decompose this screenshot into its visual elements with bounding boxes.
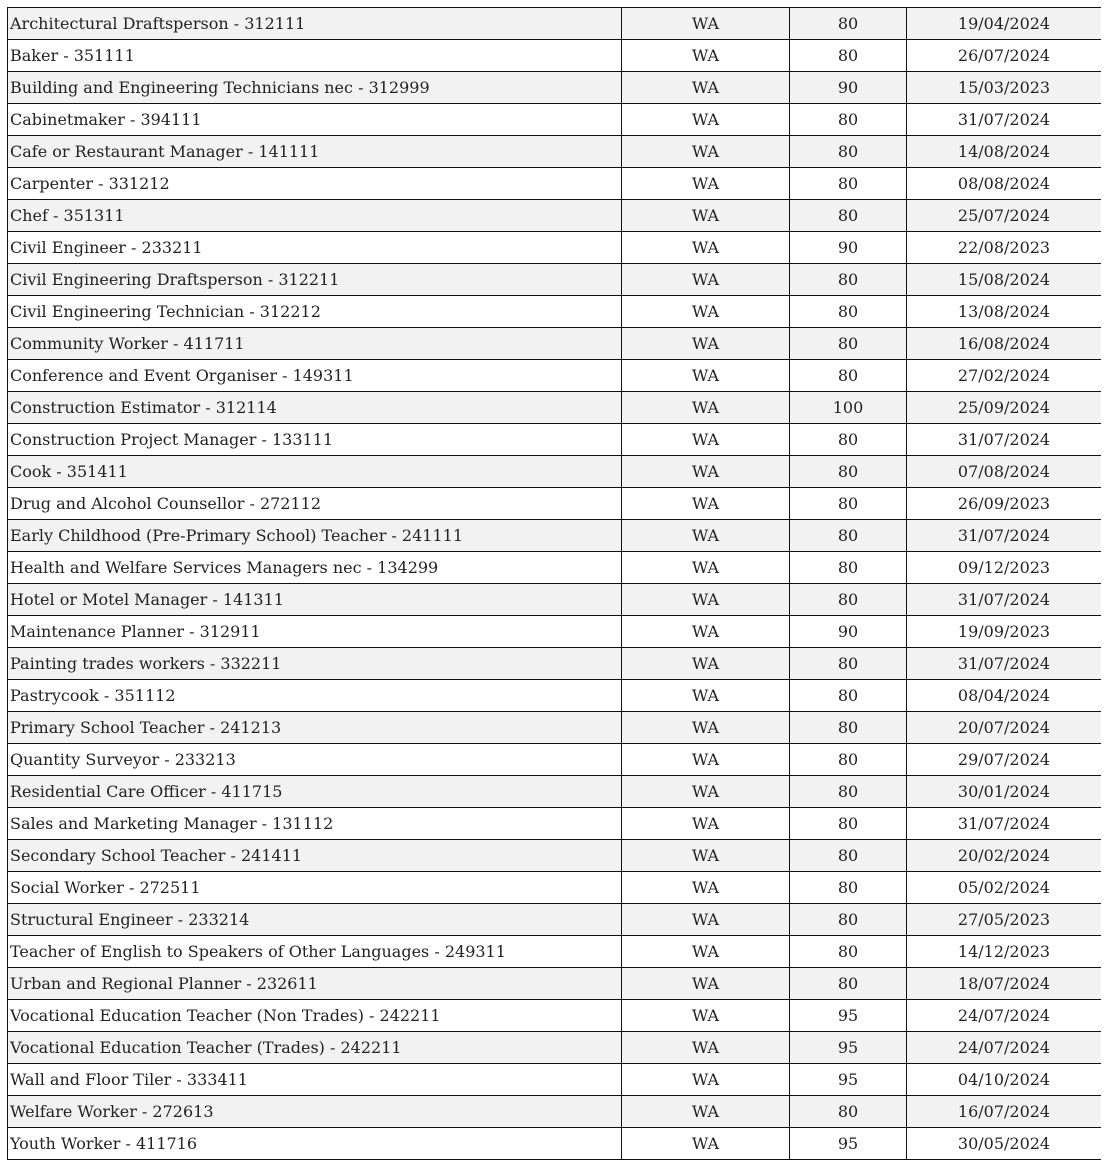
- date-cell[interactable]: 18/07/2024: [907, 968, 1102, 1000]
- state-cell[interactable]: WA: [622, 968, 790, 1000]
- table-row: [8, 712, 1102, 744]
- occupation-cell[interactable]: Building and Engineering Technicians nec - 312999: [8, 72, 622, 104]
- occupation-cell[interactable]: Civil Engineering Technician - 312212: [8, 296, 622, 328]
- score-cell[interactable]: 80: [790, 264, 907, 296]
- state-cell[interactable]: WA: [622, 1000, 790, 1032]
- occupation-cell[interactable]: Quantity Surveyor - 233213: [8, 744, 622, 776]
- state-cell[interactable]: WA: [622, 904, 790, 936]
- occupation-cell[interactable]: Secondary School Teacher - 241411: [8, 840, 622, 872]
- date-cell[interactable]: 16/07/2024: [907, 1096, 1102, 1128]
- table-row: [8, 392, 1102, 424]
- date-cell[interactable]: 08/08/2024: [907, 168, 1102, 200]
- table-row: [8, 552, 1102, 584]
- date-cell[interactable]: 09/12/2023: [907, 552, 1102, 584]
- score-cell[interactable]: 80: [790, 744, 907, 776]
- table-row: [8, 968, 1102, 1000]
- date-cell[interactable]: 22/08/2023: [907, 232, 1102, 264]
- date-cell[interactable]: 26/09/2023: [907, 488, 1102, 520]
- table-row: [8, 648, 1102, 680]
- occupation-cell[interactable]: Residential Care Officer - 411715: [8, 776, 622, 808]
- occupation-cell[interactable]: Early Childhood (Pre-Primary School) Teacher - 241111: [8, 520, 622, 552]
- occupation-cell[interactable]: Architectural Draftsperson - 312111: [8, 8, 622, 40]
- state-cell[interactable]: WA: [622, 488, 790, 520]
- table-row: [8, 776, 1102, 808]
- occupation-cell[interactable]: Pastrycook - 351112: [8, 680, 622, 712]
- table-row: [8, 200, 1102, 232]
- occupation-cell[interactable]: Conference and Event Organiser - 149311: [8, 360, 622, 392]
- table-row: [8, 744, 1102, 776]
- score-cell[interactable]: 95: [790, 1000, 907, 1032]
- state-cell[interactable]: WA: [622, 8, 790, 40]
- table-row: [8, 1064, 1102, 1096]
- table-row: [8, 8, 1102, 40]
- state-cell[interactable]: WA: [622, 776, 790, 808]
- table-row: [8, 1000, 1102, 1032]
- date-cell[interactable]: 31/07/2024: [907, 648, 1102, 680]
- state-cell[interactable]: WA: [622, 744, 790, 776]
- table-row: [8, 616, 1102, 648]
- occupation-table: [7, 7, 1102, 1160]
- state-cell[interactable]: WA: [622, 808, 790, 840]
- score-cell[interactable]: 80: [790, 40, 907, 72]
- state-cell[interactable]: WA: [622, 1064, 790, 1096]
- date-cell[interactable]: 27/02/2024: [907, 360, 1102, 392]
- score-cell[interactable]: 80: [790, 488, 907, 520]
- top-margin: [0, 0, 1108, 7]
- score-cell[interactable]: 80: [790, 296, 907, 328]
- score-cell[interactable]: 80: [790, 904, 907, 936]
- occupation-cell[interactable]: Community Worker - 411711: [8, 328, 622, 360]
- date-cell[interactable]: 24/07/2024: [907, 1000, 1102, 1032]
- state-cell[interactable]: WA: [622, 616, 790, 648]
- state-cell[interactable]: WA: [622, 840, 790, 872]
- date-cell[interactable]: 25/09/2024: [907, 392, 1102, 424]
- score-cell[interactable]: 90: [790, 232, 907, 264]
- occupation-cell[interactable]: Wall and Floor Tiler - 333411: [8, 1064, 622, 1096]
- score-cell[interactable]: 80: [790, 936, 907, 968]
- date-cell[interactable]: 16/08/2024: [907, 328, 1102, 360]
- state-cell[interactable]: WA: [622, 456, 790, 488]
- occupation-cell[interactable]: Carpenter - 331212: [8, 168, 622, 200]
- table-row: [8, 584, 1102, 616]
- date-cell[interactable]: 20/02/2024: [907, 840, 1102, 872]
- score-cell[interactable]: 80: [790, 872, 907, 904]
- score-cell[interactable]: 80: [790, 456, 907, 488]
- occupation-cell[interactable]: Chef - 351311: [8, 200, 622, 232]
- occupation-cell[interactable]: Civil Engineering Draftsperson - 312211: [8, 264, 622, 296]
- state-cell[interactable]: WA: [622, 584, 790, 616]
- table-row: [8, 520, 1102, 552]
- table-row: [8, 424, 1102, 456]
- date-cell[interactable]: 31/07/2024: [907, 584, 1102, 616]
- state-cell[interactable]: WA: [622, 104, 790, 136]
- score-cell[interactable]: 80: [790, 1096, 907, 1128]
- occupation-cell[interactable]: Urban and Regional Planner - 232611: [8, 968, 622, 1000]
- occupation-cell[interactable]: Cook - 351411: [8, 456, 622, 488]
- table-row: [8, 680, 1102, 712]
- score-cell[interactable]: 80: [790, 424, 907, 456]
- table-row: [8, 904, 1102, 936]
- date-cell[interactable]: 25/07/2024: [907, 200, 1102, 232]
- state-cell[interactable]: WA: [622, 200, 790, 232]
- table-row: [8, 40, 1102, 72]
- score-cell[interactable]: 95: [790, 1128, 907, 1160]
- state-cell[interactable]: WA: [622, 296, 790, 328]
- score-cell[interactable]: 80: [790, 552, 907, 584]
- occupation-cell[interactable]: Welfare Worker - 272613: [8, 1096, 622, 1128]
- score-cell[interactable]: 80: [790, 840, 907, 872]
- occupation-cell[interactable]: Structural Engineer - 233214: [8, 904, 622, 936]
- occupation-cell[interactable]: Painting trades workers - 332211: [8, 648, 622, 680]
- table-row: [8, 1128, 1102, 1160]
- score-cell[interactable]: 80: [790, 584, 907, 616]
- score-cell[interactable]: 80: [790, 648, 907, 680]
- date-cell[interactable]: 07/08/2024: [907, 456, 1102, 488]
- score-cell[interactable]: 80: [790, 360, 907, 392]
- occupation-cell[interactable]: Health and Welfare Services Managers nec - 134299: [8, 552, 622, 584]
- date-cell[interactable]: 20/07/2024: [907, 712, 1102, 744]
- score-cell[interactable]: 95: [790, 1064, 907, 1096]
- date-cell[interactable]: 08/04/2024: [907, 680, 1102, 712]
- date-cell[interactable]: 29/07/2024: [907, 744, 1102, 776]
- occupation-cell[interactable]: Cabinetmaker - 394111: [8, 104, 622, 136]
- state-cell[interactable]: WA: [622, 872, 790, 904]
- score-cell[interactable]: 80: [790, 968, 907, 1000]
- table-row: [8, 328, 1102, 360]
- occupation-cell[interactable]: Social Worker - 272511: [8, 872, 622, 904]
- state-cell[interactable]: WA: [622, 232, 790, 264]
- table-row: [8, 1032, 1102, 1064]
- occupation-cell[interactable]: Drug and Alcohol Counsellor - 272112: [8, 488, 622, 520]
- score-cell[interactable]: 80: [790, 776, 907, 808]
- table-row: [8, 136, 1102, 168]
- state-cell[interactable]: WA: [622, 680, 790, 712]
- state-cell[interactable]: WA: [622, 1032, 790, 1064]
- score-cell[interactable]: 80: [790, 520, 907, 552]
- table-row: [8, 1096, 1102, 1128]
- date-cell[interactable]: 31/07/2024: [907, 520, 1102, 552]
- table-row: [8, 296, 1102, 328]
- occupation-cell[interactable]: Hotel or Motel Manager - 141311: [8, 584, 622, 616]
- occupation-cell[interactable]: Civil Engineer - 233211: [8, 232, 622, 264]
- occupation-cell[interactable]: Construction Estimator - 312114: [8, 392, 622, 424]
- date-cell[interactable]: 24/07/2024: [907, 1032, 1102, 1064]
- date-cell[interactable]: 26/07/2024: [907, 40, 1102, 72]
- date-cell[interactable]: 31/07/2024: [907, 104, 1102, 136]
- table-row: [8, 104, 1102, 136]
- state-cell[interactable]: WA: [622, 520, 790, 552]
- state-cell[interactable]: WA: [622, 1128, 790, 1160]
- state-cell[interactable]: WA: [622, 136, 790, 168]
- table-row: [8, 264, 1102, 296]
- date-cell[interactable]: 30/01/2024: [907, 776, 1102, 808]
- score-cell[interactable]: 80: [790, 328, 907, 360]
- table-row: [8, 456, 1102, 488]
- table-row: [8, 488, 1102, 520]
- occupation-cell[interactable]: Maintenance Planner - 312911: [8, 616, 622, 648]
- date-cell[interactable]: 19/09/2023: [907, 616, 1102, 648]
- score-cell[interactable]: 90: [790, 616, 907, 648]
- score-cell[interactable]: 80: [790, 680, 907, 712]
- score-cell[interactable]: 80: [790, 200, 907, 232]
- state-cell[interactable]: WA: [622, 328, 790, 360]
- state-cell[interactable]: WA: [622, 648, 790, 680]
- state-cell[interactable]: WA: [622, 1096, 790, 1128]
- score-cell[interactable]: 80: [790, 104, 907, 136]
- table-row: [8, 840, 1102, 872]
- state-cell[interactable]: WA: [622, 168, 790, 200]
- occupation-cell[interactable]: Teacher of English to Speakers of Other Languages - 249311: [8, 936, 622, 968]
- date-cell[interactable]: 30/05/2024: [907, 1128, 1102, 1160]
- date-cell[interactable]: 04/10/2024: [907, 1064, 1102, 1096]
- date-cell[interactable]: 13/08/2024: [907, 296, 1102, 328]
- occupation-cell[interactable]: Vocational Education Teacher (Non Trades) - 242211: [8, 1000, 622, 1032]
- score-cell[interactable]: 80: [790, 712, 907, 744]
- date-cell[interactable]: 14/08/2024: [907, 136, 1102, 168]
- occupation-cell[interactable]: Cafe or Restaurant Manager - 141111: [8, 136, 622, 168]
- score-cell[interactable]: 90: [790, 72, 907, 104]
- state-cell[interactable]: WA: [622, 424, 790, 456]
- date-cell[interactable]: 31/07/2024: [907, 808, 1102, 840]
- score-cell[interactable]: 80: [790, 136, 907, 168]
- date-cell[interactable]: 14/12/2023: [907, 936, 1102, 968]
- occupation-table-sheet: [7, 7, 1101, 1160]
- state-cell[interactable]: WA: [622, 360, 790, 392]
- occupation-table-body: [8, 8, 1102, 1160]
- state-cell[interactable]: WA: [622, 552, 790, 584]
- occupation-cell[interactable]: Sales and Marketing Manager - 131112: [8, 808, 622, 840]
- table-row: [8, 808, 1102, 840]
- date-cell[interactable]: 27/05/2023: [907, 904, 1102, 936]
- state-cell[interactable]: WA: [622, 392, 790, 424]
- date-cell[interactable]: 15/03/2023: [907, 72, 1102, 104]
- table-row: [8, 872, 1102, 904]
- date-cell[interactable]: 15/08/2024: [907, 264, 1102, 296]
- occupation-cell[interactable]: Baker - 351111: [8, 40, 622, 72]
- score-cell[interactable]: 80: [790, 808, 907, 840]
- occupation-cell[interactable]: Primary School Teacher - 241213: [8, 712, 622, 744]
- occupation-cell[interactable]: Vocational Education Teacher (Trades) - 242211: [8, 1032, 622, 1064]
- occupation-cell[interactable]: Youth Worker - 411716: [8, 1128, 622, 1160]
- date-cell[interactable]: 19/04/2024: [907, 8, 1102, 40]
- table-row: [8, 360, 1102, 392]
- table-row: [8, 936, 1102, 968]
- score-cell[interactable]: 100: [790, 392, 907, 424]
- state-cell[interactable]: WA: [622, 40, 790, 72]
- table-row: [8, 72, 1102, 104]
- score-cell[interactable]: 80: [790, 168, 907, 200]
- score-cell[interactable]: 80: [790, 8, 907, 40]
- state-cell[interactable]: WA: [622, 72, 790, 104]
- occupation-cell[interactable]: Construction Project Manager - 133111: [8, 424, 622, 456]
- state-cell[interactable]: WA: [622, 712, 790, 744]
- right-margin: [1101, 0, 1108, 1166]
- score-cell[interactable]: 95: [790, 1032, 907, 1064]
- date-cell[interactable]: 05/02/2024: [907, 872, 1102, 904]
- table-row: [8, 232, 1102, 264]
- date-cell[interactable]: 31/07/2024: [907, 424, 1102, 456]
- table-row: [8, 168, 1102, 200]
- state-cell[interactable]: WA: [622, 264, 790, 296]
- state-cell[interactable]: WA: [622, 936, 790, 968]
